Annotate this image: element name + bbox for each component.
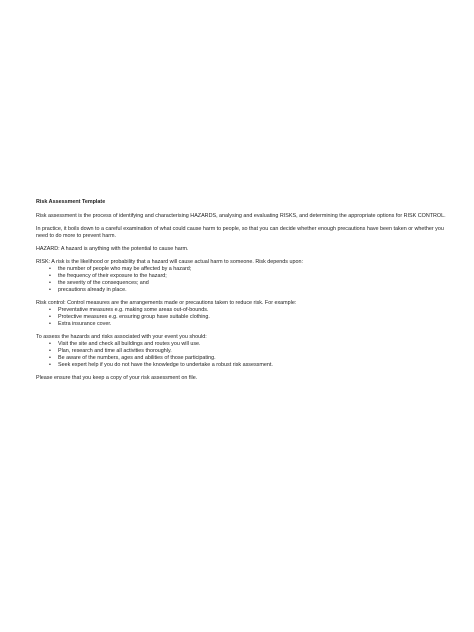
bullet-icon: • — [49, 321, 51, 327]
list-item-text: Extra insurance cover. — [58, 321, 112, 327]
list-item-text: the severity of the consequences; and — [58, 280, 149, 286]
bullet-icon: • — [49, 314, 51, 320]
bullet-icon: • — [49, 287, 51, 293]
list-item-text: Be aware of the numbers, ages and abilities of those participating. — [58, 355, 216, 361]
list-item — [49, 341, 446, 348]
list-item — [49, 287, 446, 294]
bullet-icon: • — [49, 266, 51, 272]
assessment-steps-intro: To assess the hazards and risks associated with your event you should: — [36, 334, 207, 340]
list-item-text: Visit the site and check all buildings and routes you will use. — [58, 341, 201, 347]
assessment-steps-list — [36, 341, 446, 369]
list-item — [49, 355, 446, 362]
closing-note: Please ensure that you keep a copy of your risk assessment on file. — [36, 375, 198, 381]
bullet-icon: • — [49, 348, 51, 354]
risk-factor-list — [36, 266, 446, 294]
list-item — [49, 280, 446, 287]
practice-paragraph: In practice, it boils down to a careful examination of what could cause harm to people, so that you can decide whether enough precautions have been taken or whether you need to do more to prevent harm. — [36, 226, 444, 239]
list-item-text: the number of people who may be affected by a hazard; — [58, 266, 192, 272]
control-measure-list — [36, 307, 446, 328]
list-item-text: Preventative measures e.g. making some areas out-of-bounds. — [58, 307, 209, 313]
list-item — [49, 307, 446, 314]
intro-paragraph: Risk assessment is the process of identifying and characterising HAZARDS, analysing and evaluating RISKS, and determining the appropriate options for RISK CONTROL. — [36, 213, 446, 219]
bullet-icon: • — [49, 362, 51, 368]
list-item — [49, 314, 446, 321]
list-item — [49, 321, 446, 328]
document-title: Risk Assessment Template — [36, 199, 106, 205]
risk-definition: RISK: A risk is the likelihood or probability that a hazard will cause actual harm to someone. Risk depends upon: — [36, 259, 303, 265]
bullet-icon: • — [49, 307, 51, 313]
list-item-text: Protective measures e.g. ensuring group have suitable clothing. — [58, 314, 210, 320]
list-item — [49, 362, 446, 369]
document-body — [36, 199, 446, 388]
risk-control-definition: Risk control: Control measures are the arrangements made or precautions taken to reduce risk. For example: — [36, 300, 297, 306]
bullet-icon: • — [49, 341, 51, 347]
list-item-text: Plan, research and time all activities thoroughly. — [58, 348, 172, 354]
bullet-icon: • — [49, 280, 51, 286]
bullet-icon: • — [49, 273, 51, 279]
list-item — [49, 348, 446, 355]
list-item-text: the frequency of their exposure to the hazard; — [58, 273, 167, 279]
list-item-text: precautions already in place. — [58, 287, 127, 293]
hazard-definition: HAZARD: A hazard is anything with the potential to cause harm. — [36, 246, 189, 252]
list-item — [49, 273, 446, 280]
list-item — [49, 266, 446, 273]
list-item-text: Seek expert help if you do not have the knowledge to undertake a robust risk assessment. — [58, 362, 273, 368]
bullet-icon: • — [49, 355, 51, 361]
